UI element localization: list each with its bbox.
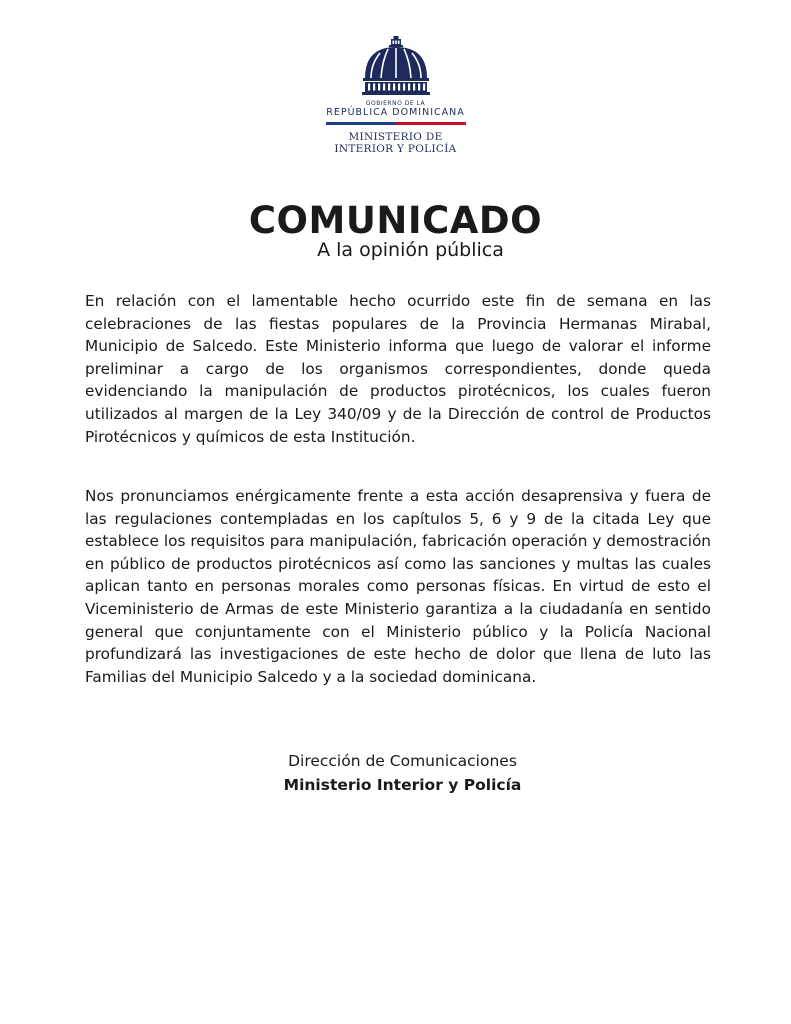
ministry-logo: [0, 34, 791, 155]
page-subtitle: A la opinión pública: [317, 239, 504, 261]
gov-label-small: GOBIERNO DE LA: [365, 100, 426, 107]
ministry-label-line2: INTERIOR Y POLICÍA: [334, 143, 457, 155]
signature-ministry: Ministerio Interior y Policía: [283, 776, 522, 794]
body-paragraph-2: Nos pronunciamos enérgicamente frente a esta acción desaprensiva y fuera de las regulaciones contempladas en los capítulos 5, 6 y 9 de la citada Ley que establece los requisitos para manipulación, fabricación operación y demostración en público de productos pirotécnicos así como las sanciones y multas las cuales aplican tanto en personas morales como personas físicas. En virtud de esto el Viceministerio de Armas de este Ministerio garantiza a la ciudadanía en sentido general que conjuntamente con el Ministerio público y la Policía Nacional profundizará las investigaciones de este hecho de dolor que llena de luto las Familias del Municipio Salcedo y a la sociedad dominicana.: [85, 487, 711, 686]
body-paragraph-1: En relación con el lamentable hecho ocurrido este fin de semana en las celebraciones de las fiestas populares de la Provincia Hermanas Mirabal, Municipio de Salcedo. Este Ministerio informa que luego de valorar el informe preliminar a cargo de los organismos correspondientes, donde queda evidenciando la manipulación de productos pirotécnicos, los cuales fueron utilizados al margen de la Ley 340/09 y de la Dirección de control de Productos Pirotécnicos y químicos de esta Institución.: [85, 292, 711, 446]
gov-label-country: REPÚBLICA DOMINICANA: [326, 107, 465, 118]
flag-divider: [326, 122, 466, 125]
ministry-label-line1: MINISTERIO DE: [348, 131, 443, 143]
capitol-dome-icon: [361, 34, 431, 98]
signature-block: [0, 749, 791, 797]
signature-department: Dirección de Comunicaciones: [288, 752, 517, 770]
page-title: COMUNICADO: [248, 199, 543, 242]
